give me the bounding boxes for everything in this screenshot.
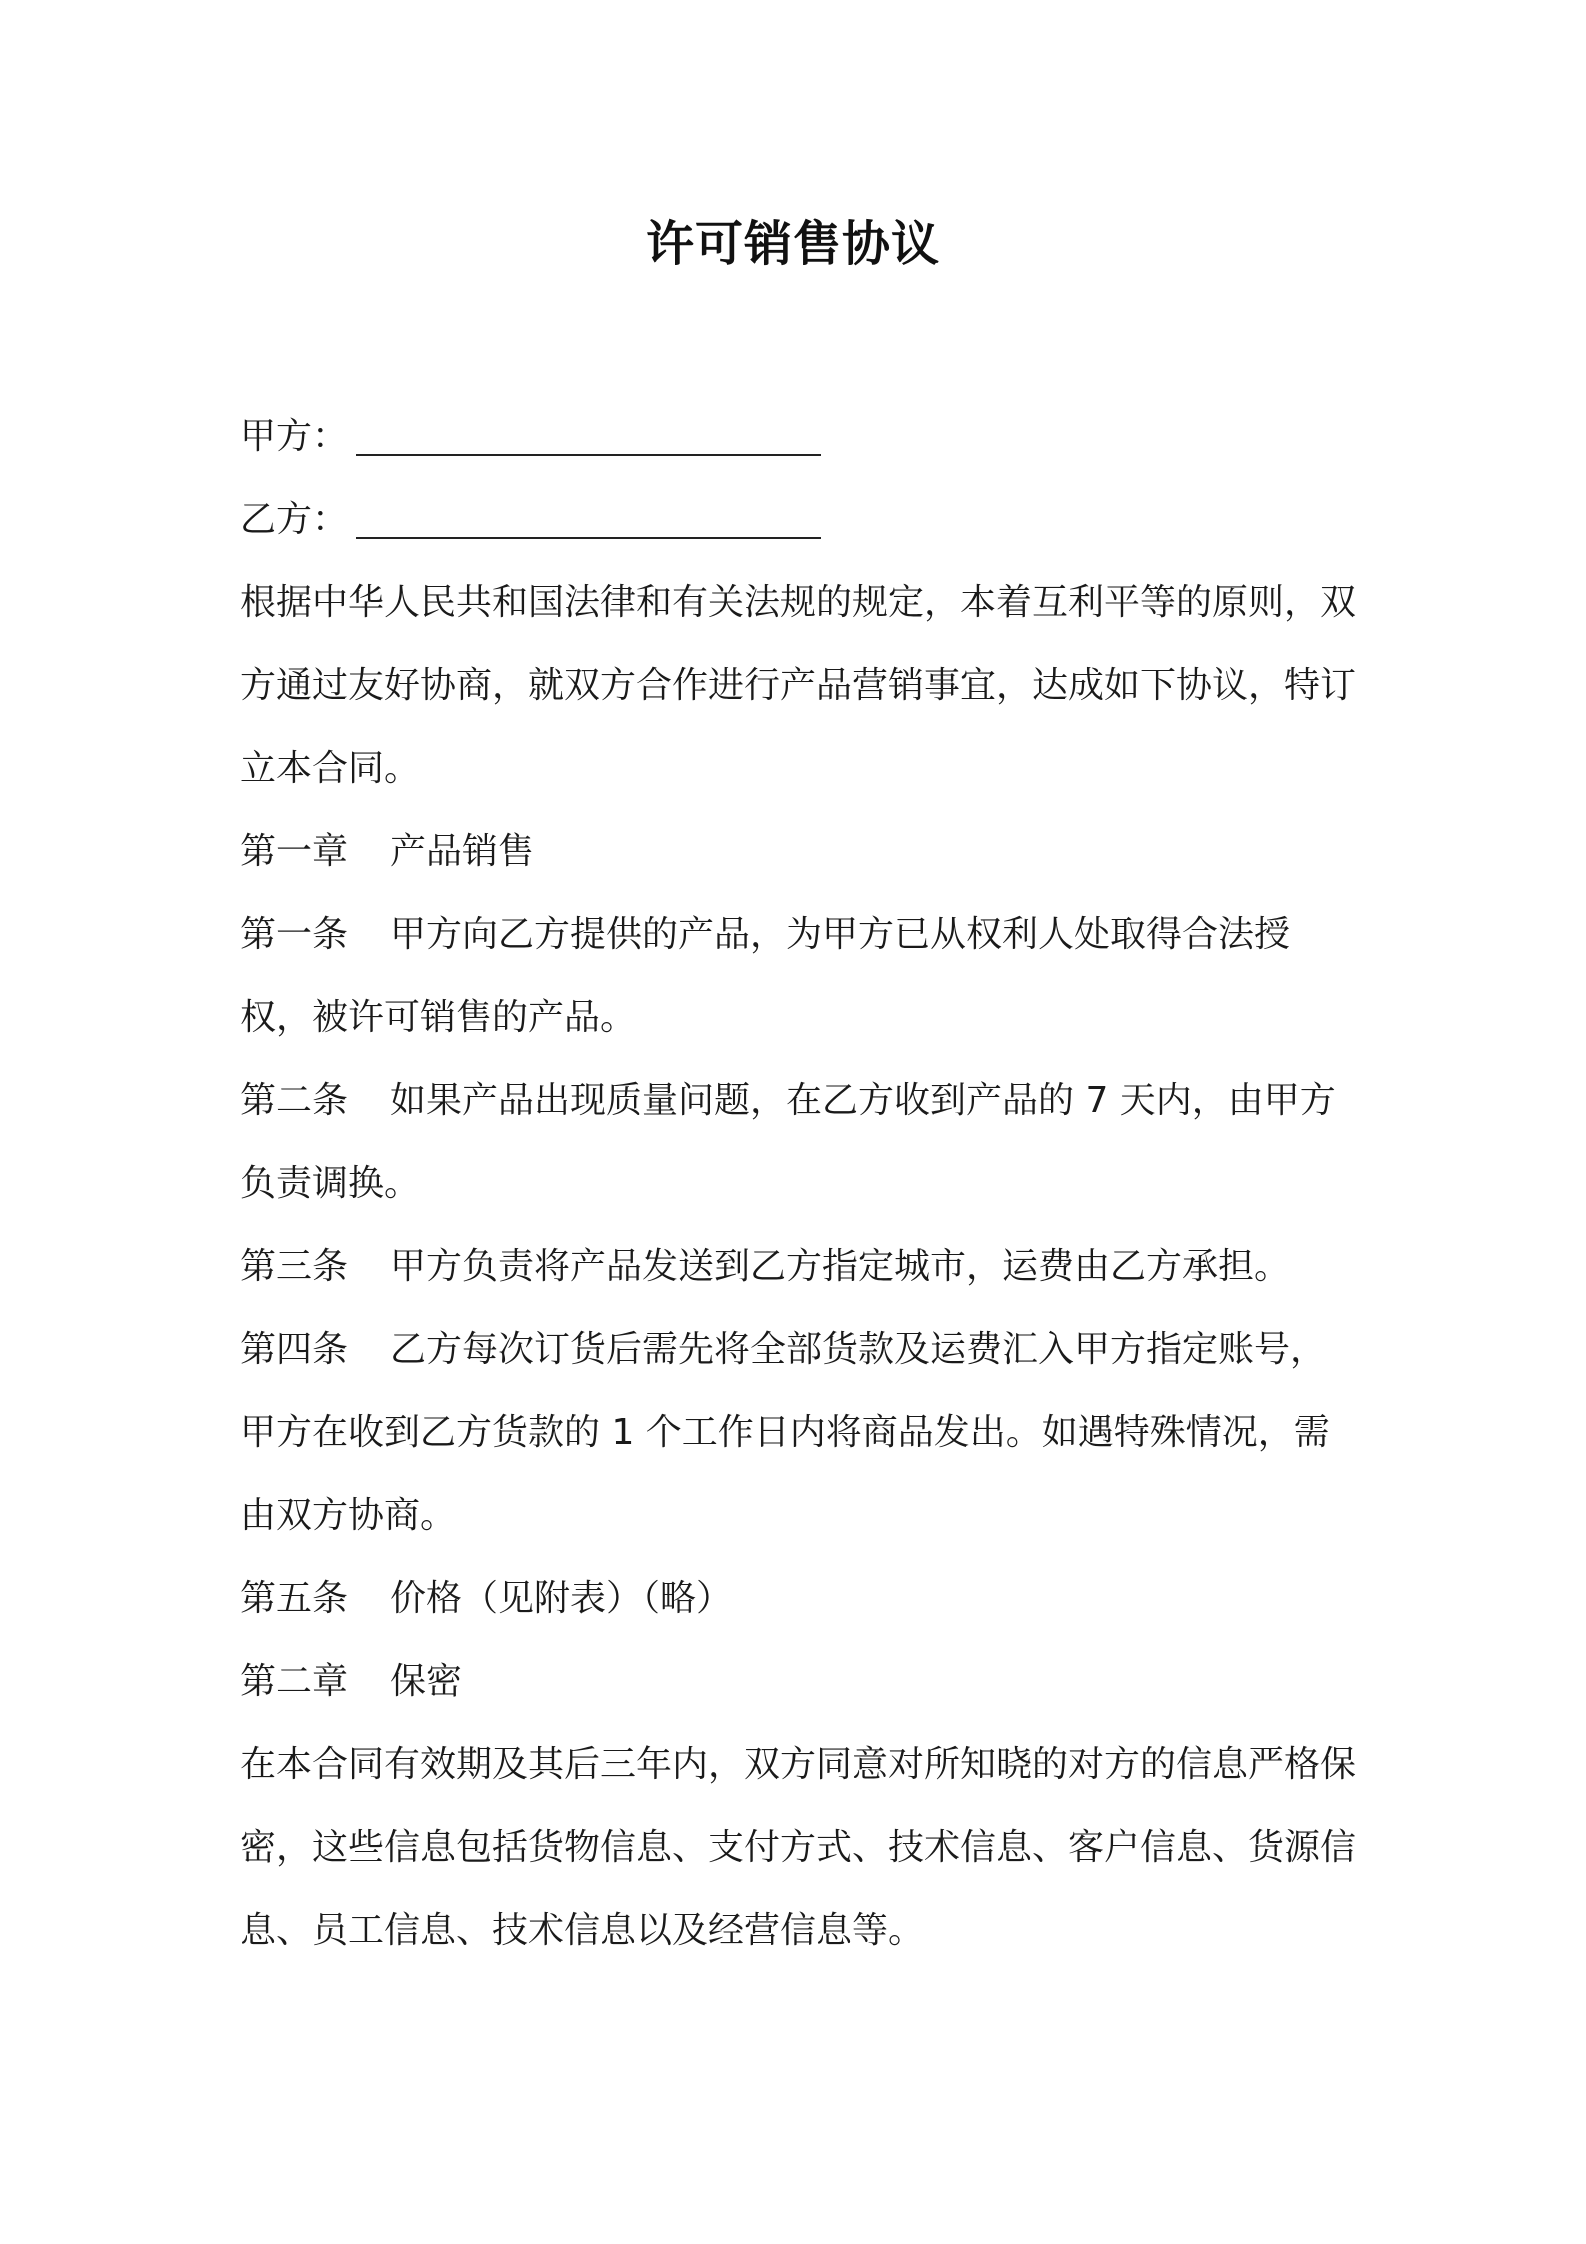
article-3-text: 甲方负责将产品发送到乙方指定城市，运费由乙方承担。 xyxy=(390,1246,1291,1287)
party-b-label: 乙方： xyxy=(240,499,349,540)
article-1-text: 甲方向乙方提供的产品，为甲方已从权利人处取得合法授权，被许可销售的产品。 xyxy=(240,914,1291,1038)
article-2-text: 如果产品出现质量问题，在乙方收到产品的 7 天内，由甲方负责调换。 xyxy=(240,1080,1336,1204)
chapter-2-label: 第二章 xyxy=(240,1661,349,1702)
chapter-1-heading xyxy=(240,810,1360,893)
preamble-paragraph: 根据中华人民共和国法律和有关法规的规定，本着互利平等的原则，双方通过友好协商，就双方合作进行产品营销事宜，达成如下协议，特订立本合同。 xyxy=(240,582,1357,789)
article-1 xyxy=(240,893,1360,1059)
article-2 xyxy=(240,1059,1360,1225)
document-title: 许可销售协议 xyxy=(645,216,940,272)
article-3 xyxy=(240,1225,1360,1308)
party-a-blank xyxy=(356,453,821,456)
chapter-1-title: 产品销售 xyxy=(390,831,535,872)
party-b-blank xyxy=(356,536,821,539)
chapter-2-heading xyxy=(240,1640,1360,1723)
article-3-label: 第三条 xyxy=(240,1246,349,1287)
article-4-text: 乙方每次订货后需先将全部货款及运费汇入甲方指定账号，甲方在收到乙方货款的 1 个工作日内将商品发出。如遇特殊情况，需由双方协商。 xyxy=(240,1329,1330,1536)
chapter-1-label: 第一章 xyxy=(240,831,349,872)
chapter-2-title: 保密 xyxy=(390,1661,463,1702)
party-b-line xyxy=(240,478,1360,561)
article-5 xyxy=(240,1557,1360,1640)
article-2-label: 第二条 xyxy=(240,1080,349,1121)
article-5-text: 价格（见附表）（略） xyxy=(390,1578,733,1619)
party-a-line xyxy=(240,395,1360,478)
confidentiality-paragraph: 在本合同有效期及其后三年内，双方同意对所知晓的对方的信息严格保密，这些信息包括货物信息、支付方式、技术信息、客户信息、货源信息、员工信息、技术信息以及经营信息等。 xyxy=(240,1744,1357,1951)
party-a-label: 甲方： xyxy=(240,416,349,457)
article-5-label: 第五条 xyxy=(240,1578,349,1619)
article-4-label: 第四条 xyxy=(240,1329,349,1370)
document-body xyxy=(240,395,1360,1972)
article-1-label: 第一条 xyxy=(240,914,349,955)
article-4 xyxy=(240,1308,1360,1557)
